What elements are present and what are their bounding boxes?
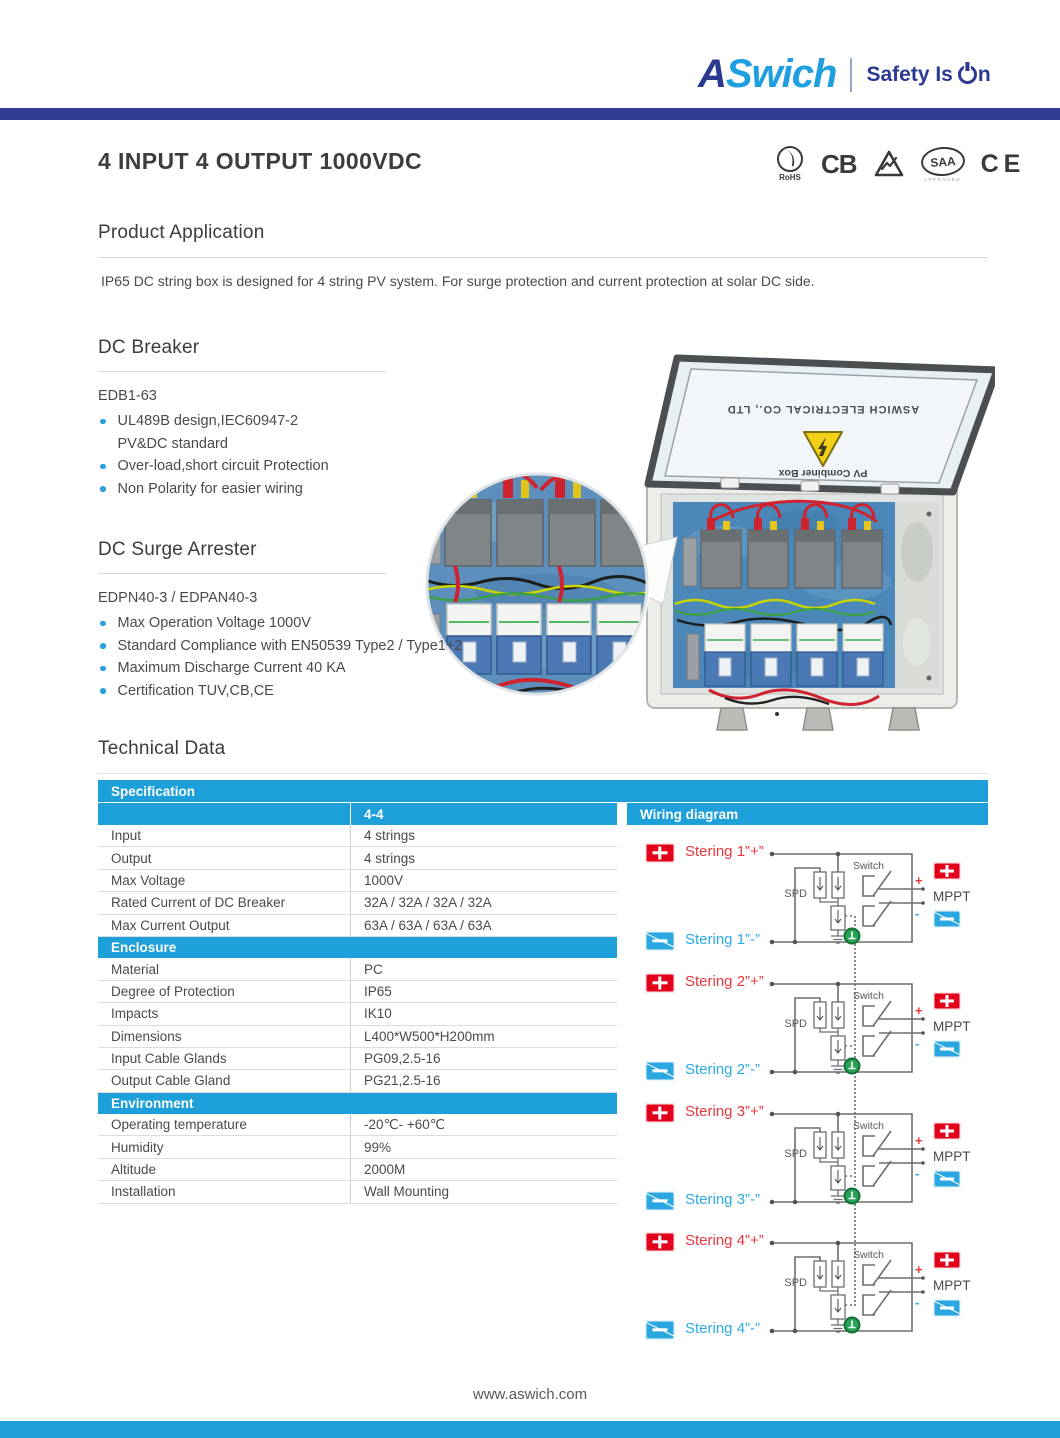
list-item [98,478,350,501]
table-row [98,1181,617,1203]
row-label: Installation [111,1184,176,1200]
spd-label: SPD [784,1018,807,1030]
string-minus-label: Stering 4”-” [685,1320,761,1337]
brand-logo-a: A [698,52,726,96]
lid-company-text: ASWICH ELECTRICAL CO., LTD [726,403,920,415]
row-label: Altitude [111,1162,157,1178]
table-row [98,1159,617,1181]
circuit-diagram [627,1227,988,1357]
environment-header-bar: Environment [98,1093,617,1114]
list-item [98,657,528,680]
row-value: PC [350,958,617,979]
spd-label: SPD [784,888,807,900]
row-value: IK10 [350,1003,617,1024]
wiring-diagram-header: Wiring diagram [627,803,988,825]
table-row [98,1136,617,1158]
spec-table [98,825,617,1204]
bullet-icon [100,688,106,694]
row-label: Degree of Protection [111,983,235,999]
table-row [98,870,617,892]
row-value: Wall Mounting [350,1181,617,1202]
bullet-text: Max Operation Voltage 1000V [117,615,311,631]
row-label: Input [111,828,142,844]
wiring-block-2 [627,968,988,1098]
row-label: Input Cable Glands [111,1051,227,1067]
mppt-label: MPPT [933,1019,971,1034]
row-value: 63A / 63A / 63A / 63A [350,915,617,936]
footer-url: www.aswich.com [472,1386,588,1403]
string-minus-label: Stering 2”-” [685,1061,761,1078]
row-value: 2000M [350,1159,617,1180]
switch-label: Switch [853,860,884,872]
table-row [98,1003,617,1025]
string-minus-label: Stering 1”-” [685,931,761,948]
rule [98,573,386,574]
list-item [98,635,528,658]
rohs-leaf-icon [777,146,803,172]
bullet-text: UL489B design,IEC60947-2 PV&DC standard [117,413,299,452]
circuit-diagram [627,1098,988,1228]
row-label: Operating temperature [111,1117,247,1133]
certification-icons [775,146,1025,182]
saa-icon [921,147,965,182]
spec-col-header-model: 4-4 [351,803,617,825]
list-item [98,455,350,478]
row-label: Humidity [111,1139,164,1155]
dc-surge-model: EDPN40-3 / EDPAN40-3 [98,590,258,606]
string-plus-label: Stering 2”+” [685,973,764,990]
product-application-heading: Product Application [98,222,265,243]
dc-breaker-model: EDB1-63 [98,388,157,404]
table-row [98,825,617,847]
rohs-label: RoHS [779,173,801,182]
brand-logo-rest: Swich [725,52,837,96]
dc-surge-bullets [98,612,528,702]
bullet-text: Non Polarity for easier wiring [117,480,303,497]
page-title: 4 INPUT 4 OUTPUT 1000VDC [98,148,423,174]
string-plus-label: Stering 3”+” [685,1103,764,1120]
spec-col-header-empty [98,803,350,825]
mppt-label: MPPT [933,1278,971,1293]
mppt-minus-sign: - [915,906,920,921]
spd-label: SPD [784,1148,807,1160]
mppt-plus-sign: + [915,1133,923,1148]
power-icon [958,65,977,84]
mppt-label: MPPT [933,889,971,904]
brand-tagline [866,63,990,87]
circuit-diagram [627,968,988,1098]
product-application-text: IP65 DC string box is designed for 4 string PV system. For surge protection and current protection at solar DC side. [101,273,815,289]
row-value: L400*W500*H200mm [350,1026,617,1047]
bullet-text: Standard Compliance with EN50539 Type2 / Type1+2 [117,637,463,654]
circuit-diagram [627,838,988,968]
rule [98,773,988,774]
lid-product-text: PV Combiner Box [778,467,868,479]
bullet-text: Over-load,short circuit Protection [117,458,329,475]
row-label: Output Cable Gland [111,1073,231,1089]
row-value: 4 strings [350,825,617,846]
row-label: Max Current Output [111,917,230,933]
string-minus-label: Stering 3”-” [685,1191,761,1208]
mppt-plus-sign: + [915,1003,923,1018]
row-label: Output [111,850,152,866]
switch-label: Switch [853,1249,884,1261]
wiring-block-4 [627,1227,988,1357]
row-value: 32A / 32A / 32A / 32A [350,892,617,913]
tagline-text: Safety Is [866,62,953,86]
footer-bar [0,1421,1060,1438]
brand-separator [850,58,852,92]
table-row [98,981,617,1003]
rcm-triangle-icon [873,148,905,180]
tagline-suffix: n [977,62,991,86]
table-row [98,847,617,869]
list-item [98,680,528,703]
technical-data-heading: Technical Data [98,738,226,759]
bullet-icon [100,643,106,649]
string-plus-label: Stering 4”+” [685,1232,764,1249]
row-value: IP65 [350,981,617,1002]
table-row [98,1114,617,1136]
row-value: PG09,2.5-16 [350,1048,617,1069]
dc-breaker-heading: DC Breaker [98,337,200,358]
list-item [98,612,528,635]
bullet-text: Maximum Discharge Current 40 KA [117,660,346,677]
wiring-block-1 [627,838,988,968]
row-value: 99% [350,1136,617,1157]
row-value: 1000V [350,870,617,891]
rule [98,371,386,372]
ce-mark-icon: CE [980,149,1026,178]
row-label: Rated Current of DC Breaker [111,895,286,911]
bullet-text: Certification TUV,CB,CE [117,682,274,699]
mppt-plus-sign: + [915,1262,923,1277]
string-plus-label: Stering 1”+” [685,843,764,860]
table-row [98,1070,617,1092]
mppt-minus-sign: - [915,1295,920,1310]
mppt-label: MPPT [933,1149,971,1164]
bullet-icon [100,419,106,425]
table-row [98,1026,617,1048]
mppt-minus-sign: - [915,1166,920,1181]
row-value: PG21,2.5-16 [350,1070,617,1091]
spec-header-bar: Specification [98,780,988,802]
header [698,52,991,97]
row-value: 4 strings [350,847,617,868]
bullet-icon [100,464,106,470]
bullet-icon [100,486,106,492]
switch-label: Switch [853,990,884,1002]
enclosure-header-bar: Enclosure [98,937,617,958]
spd-label: SPD [784,1277,807,1289]
brand-logo [698,52,836,97]
row-label: Material [111,961,160,977]
row-value: -20℃- +60℃ [350,1114,617,1135]
list-item [98,410,350,455]
mppt-plus-sign: + [915,873,923,888]
row-label: Dimensions [111,1028,182,1044]
wiring-block-3 [627,1098,988,1228]
table-row [98,915,617,937]
bullet-icon [100,621,106,627]
bullet-icon [100,666,106,672]
saa-subtext: APPROVED [924,176,962,182]
header-divider-bar [0,108,1060,120]
row-label: Impacts [111,1006,159,1022]
table-row [98,1048,617,1070]
saa-oval: SAA [920,145,966,177]
rohs-icon [775,146,805,182]
dc-surge-heading: DC Surge Arrester [98,539,257,560]
row-label: Max Voltage [111,872,186,888]
mppt-minus-sign: - [915,1036,920,1051]
switch-label: Switch [853,1120,884,1132]
table-row [98,958,617,980]
cb-mark-icon: CB [821,148,857,179]
table-row [98,892,617,914]
rule [98,257,988,258]
dc-breaker-bullets [98,410,350,500]
